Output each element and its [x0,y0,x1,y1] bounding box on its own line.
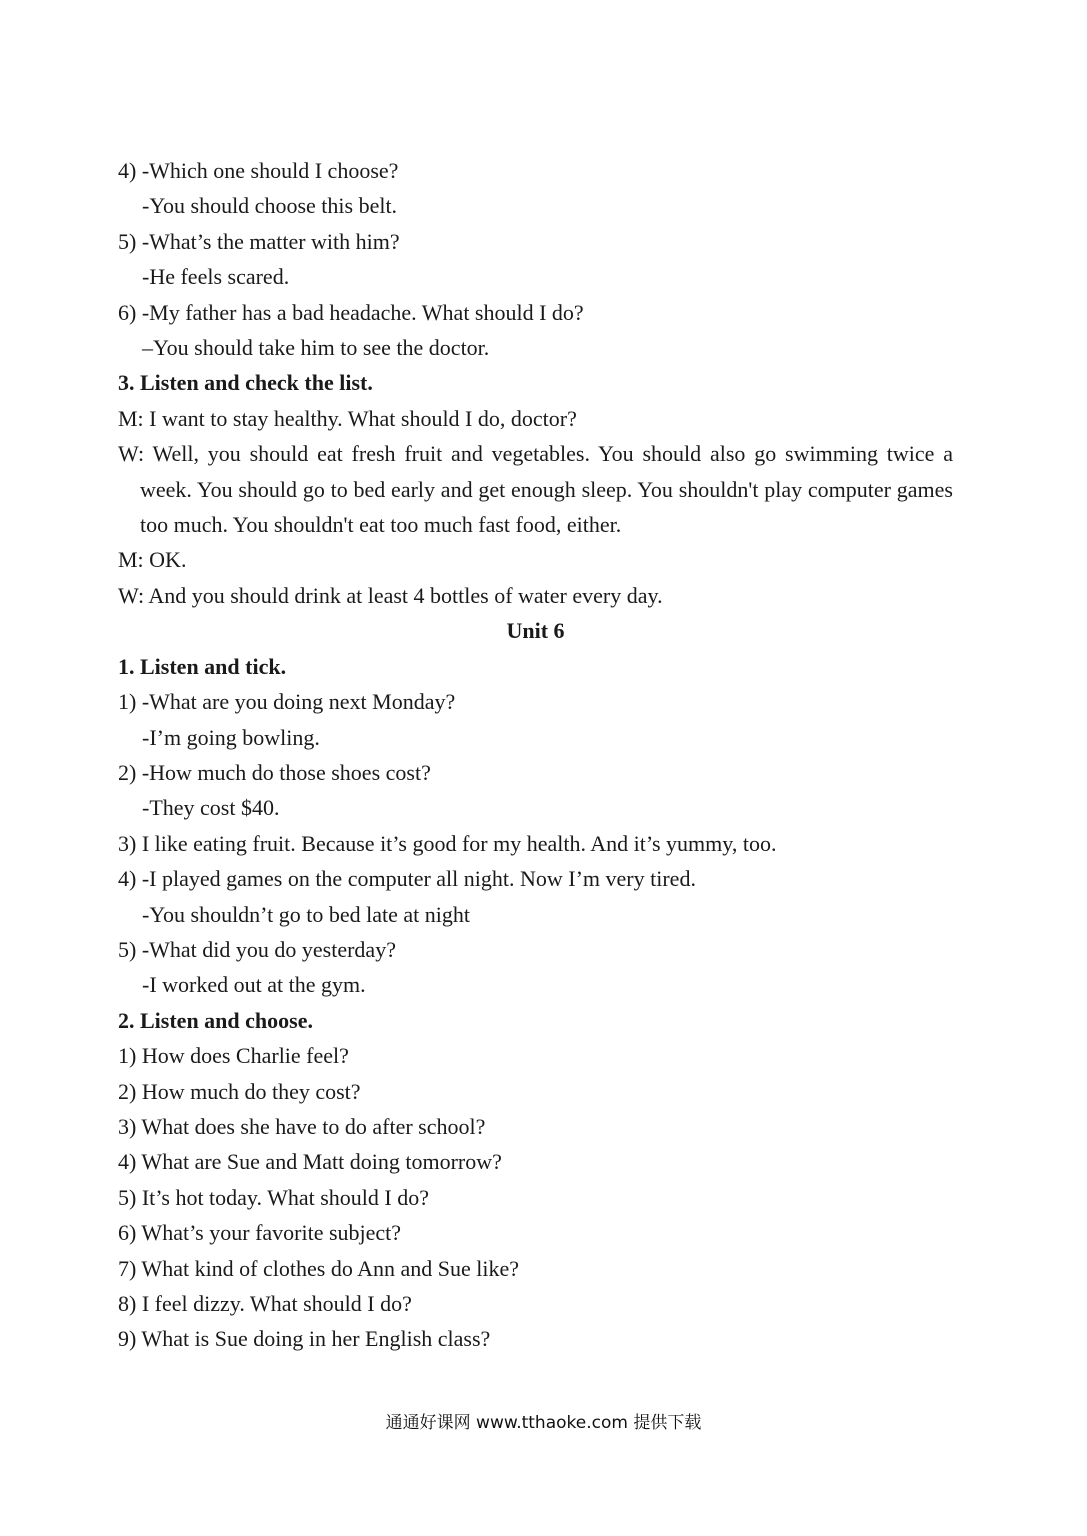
unit-title: Unit 6 [506,618,565,644]
dialogue-line: 2) -How much do those shoes cost? [118,759,431,785]
dialogue-line: 6) -My father has a bad headache. What should I do? [118,299,584,325]
dialogue-line: 1) -What are you doing next Monday? [118,689,456,715]
question-line: 1) How does Charlie feel? [118,1043,349,1069]
question-line: 5) It’s hot today. What should I do? [118,1184,430,1210]
dialogue-line: 4) -Which one should I choose? [118,158,399,183]
dialogue-line: M: I want to stay healthy. What should I do, doctor? [118,405,577,431]
dialogue-line: -I worked out at the gym. [142,972,366,998]
dialogue-line: M: OK. [118,547,187,573]
dialogue-line: –You should take him to see the doctor. [142,335,490,361]
dialogue-line: 3) I like eating fruit. Because it’s good for my health. And it’s yummy, too. [118,830,777,856]
dialogue-line: 5) -What’s the matter with him? [118,228,400,254]
section-heading: 3. Listen and check the list. [118,370,373,396]
page-footer: 通通好课网 www.tthaoke.com 提供下载 [385,1413,702,1433]
dialogue-paragraph: W: Well, you should eat fresh fruit and vegetables. You should also go swimming twice a week. You should go to bed early and get enough sleep. You shouldn't play computer games too much. You shouldn't eat too much fast food, either. [118,441,953,538]
dialogue-line: -You should choose this belt. [142,193,398,219]
question-line: 2) How much do they cost? [118,1078,361,1104]
question-line: 4) What are Sue and Matt doing tomorrow? [118,1149,502,1175]
section-heading: 1. Listen and tick. [118,653,287,679]
dialogue-line: 5) -What did you do yesterday? [118,936,396,962]
section-heading: 2. Listen and choose. [118,1007,313,1033]
question-line: 9) What is Sue doing in her English class? [118,1326,491,1352]
question-line: 8) I feel dizzy. What should I do? [118,1291,412,1316]
question-line: 7) What kind of clothes do Ann and Sue like? [118,1255,520,1281]
question-line: 6) What’s your favorite subject? [118,1220,402,1246]
document-page [118,153,953,1357]
dialogue-line: -I’m going bowling. [142,724,320,750]
dialogue-line: -They cost $40. [142,795,280,821]
dialogue-line: W: And you should drink at least 4 bottles of water every day. [118,582,663,608]
question-line: 3) What does she have to do after school? [118,1113,486,1139]
dialogue-line: 4) -I played games on the computer all night. Now I’m very tired. [118,866,696,892]
dialogue-line: -You shouldn’t go to bed late at night [142,901,470,927]
dialogue-line: -He feels scared. [142,264,290,290]
